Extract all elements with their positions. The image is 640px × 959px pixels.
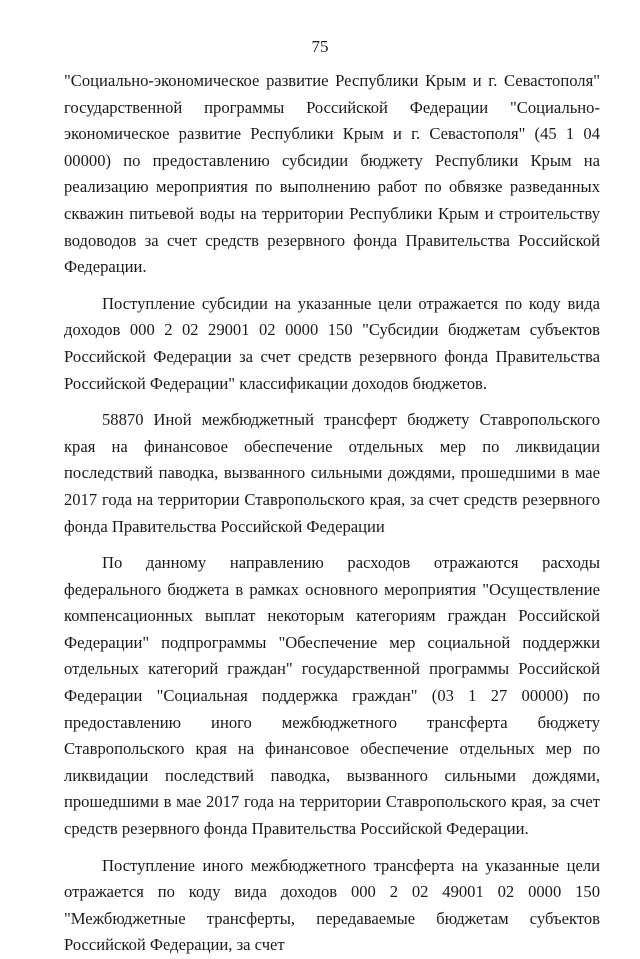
paragraph-subsidy-income-code: Поступление субсидии на указанные цели отражается по коду вида доходов 000 2 02 29001 02 0000 150 "Субсидии бюджетам субъектов Российской Федерации за счет средств резервного фонда Правительства Российской Федерации" классификации доходов бюджетов.	[64, 293, 600, 393]
paragraph-58870-heading: 58870 Иной межбюджетный трансферт бюджету Ставропольского края на финансовое обеспечение отдельных мер по ликвидации последствий паводка, вызванного сильными дождями, прошедшими в мае 2017 года на территории Ставропольского края, за счет средств резервного фонда Правительства Российской Федерации	[64, 410, 600, 536]
paragraph-program-continuation: "Социально-экономическое развитие Республики Крым и г. Севастополя" государственной программы Российской Федерации "Социально-экономическое развитие Республики Крым и г. Севастополя" (45 1 04 00000) по предоставлению субсидии бюджету Республики Крым на реализацию мероприятия по выполнению работ по обвязке разведанных скважин питьевой воды на территории Республики Крым и строительству водоводов за счет средств резервного фонда Правительства Российской Федерации.	[64, 71, 600, 277]
page-number: 75	[311, 37, 329, 56]
document-body	[64, 68, 600, 959]
paragraph-transfer-income-code: Поступление иного межбюджетного трансферта на указанные цели отражается по коду вида доходов 000 2 02 49001 02 0000 150 "Межбюджетные трансферты, передаваемые бюджетам субъектов Российской Федерации, за счет	[64, 855, 600, 955]
paragraph-58870-description: По данному направлению расходов отражаются расходы федерального бюджета в рамках основного мероприятия "Осуществление компенсационных выплат некоторым категориям граждан Российской Федерации" подпрограммы "Обеспечение мер социальной поддержки отдельных категорий граждан" государственной программы Российской Федерации "Социальная поддержка граждан" (03 1 27 00000) по предоставлению иного межбюджетного трансферта бюджету Ставропольского края на финансовое обеспечение отдельных мер по ликвидации последствий паводка, вызванного сильными дождями, прошедшими в мае 2017 года на территории Ставропольского края, за счет средств резервного фонда Правительства Российской Федерации.	[64, 553, 600, 839]
